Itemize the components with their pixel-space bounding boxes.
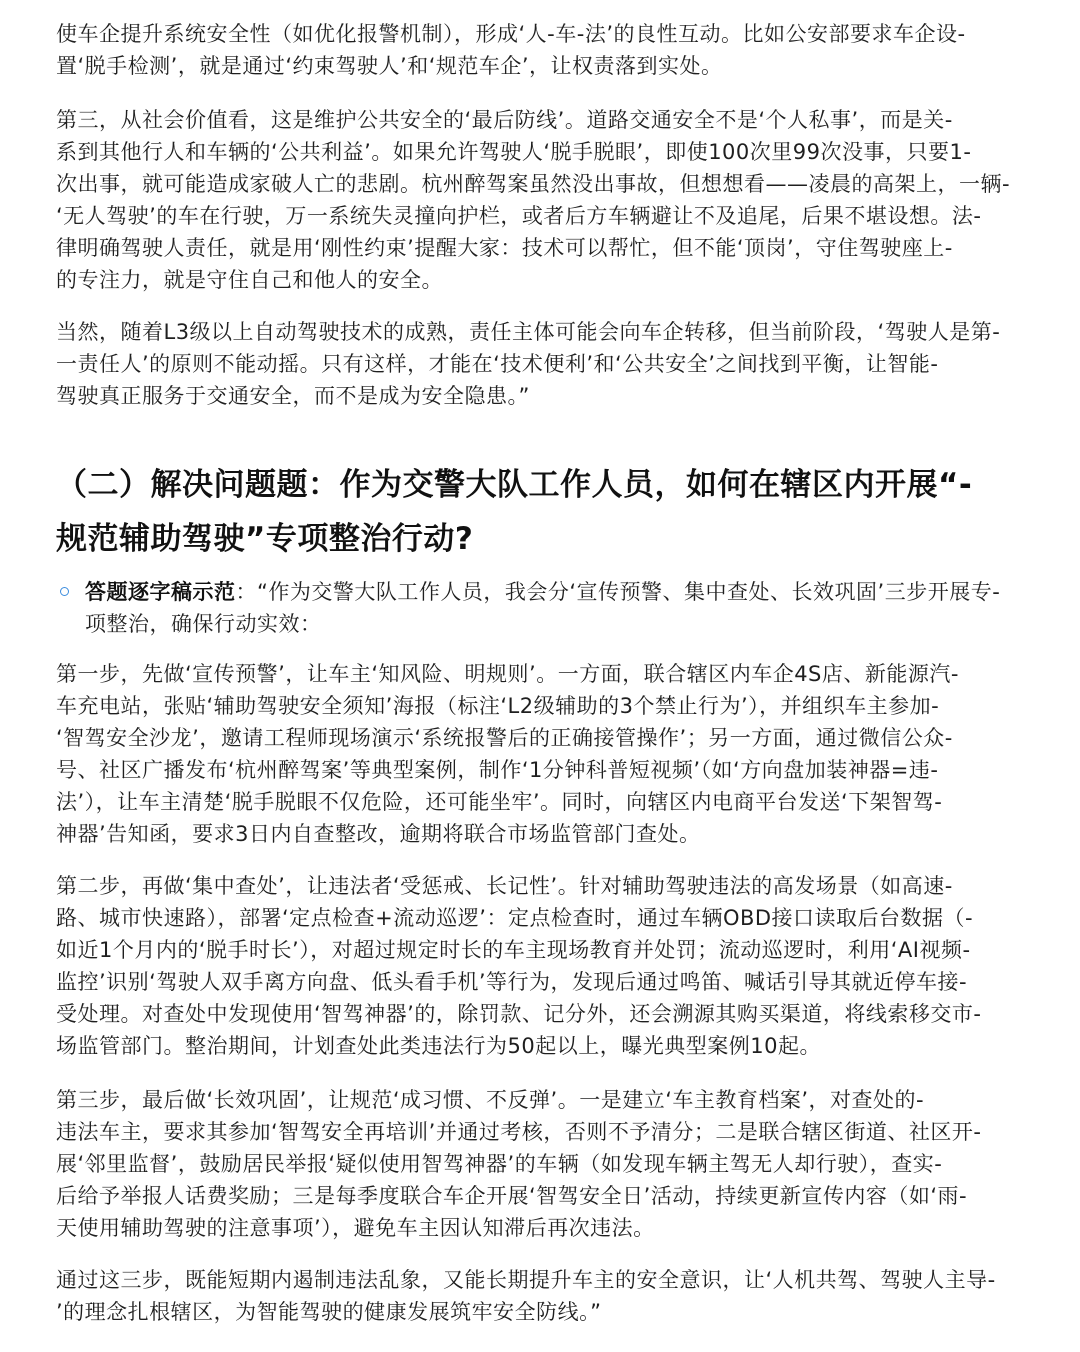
heading-line: 规范辅助驾驶”专项整治行动? [56, 521, 474, 557]
text-line: 当然，随着L3级以上自动驾驶技术的成熟，责任主体可能会向车企转移，但当前阶段，‘驾驶人是第- [56, 320, 1001, 344]
text-line: 监控’识别‘驾驶人双手离方向盘、低头看手机’等行为，发现后通过鸣笛、喊话引导其就近停车接- [56, 970, 968, 994]
text-line: 通过这三步，既能短期内遏制违法乱象，又能长期提升车主的安全意识，让‘人机共驾、驾驶人主导- [56, 1268, 996, 1292]
text-line: 使车企提升系统安全性（如优化报警机制），形成‘人-车-法’的良性互动。比如公安部要求车企设- [56, 22, 966, 46]
text-line: 如近1个月内的‘脱手时长’），对超过规定时长的车主现场教育并处罚；流动巡逻时，利用‘AI视频- [56, 938, 971, 962]
text-line: 展‘邻里监督’，鼓励居民举报‘疑似使用智驾神器’的车辆（如发现车辆主驾无人却行驶），查实- [56, 1152, 943, 1176]
text-line: 场监管部门。整治期间，计划查处此类违法行为50起以上，曝光典型案例10起。 [56, 1034, 821, 1058]
section-heading [56, 458, 1046, 566]
text-line: 号、社区广播发布‘杭州醉驾案’等典型案例，制作‘1分钟科普短视频’（如‘方向盘加装神器=违- [56, 758, 939, 782]
paragraph-2 [56, 104, 1036, 296]
text-line: 违法车主，要求其参加‘智驾安全再培训’并通过考核，否则不予清分；二是联合辖区街道、社区开- [56, 1120, 982, 1144]
text-line: 系到其他行人和车辆的‘公共利益’。如果允许驾驶人‘脱手脱眼’，即使100次里99次没事，只要1- [56, 140, 972, 164]
text-line: 项整治，确保行动实效： [85, 612, 322, 636]
text-line: 第二步，再做‘集中查处’，让违法者‘受惩戒、长记性’。针对辅助驾驶违法的高发场景（如高速- [56, 874, 953, 898]
text-line: 驾驶真正服务于交通安全，而不是成为安全隐患。” [56, 384, 530, 408]
text-line [85, 576, 1070, 608]
text-line: ‘智驾安全沙龙’，邀请工程师现场演示‘系统报警后的正确接管操作’；另一方面，通过微信公众- [56, 726, 953, 750]
paragraph-1 [56, 18, 1036, 82]
text-line: 的专注力，就是守住自己和他人的安全。 [56, 268, 443, 292]
text-line: 次出事，就可能造成家破人亡的悲剧。杭州醉驾案虽然没出事故，但想想看——凌晨的高架上，一辆- [56, 172, 1011, 196]
bullet-lead: 答题逐字稿示范 [85, 580, 236, 604]
paragraph-conclusion [56, 1264, 1036, 1328]
text-line: 第三，从社会价值看，这是维护公共安全的‘最后防线’。道路交通安全不是‘个人私事’，而是关- [56, 108, 953, 132]
text-line: 一责任人’的原则不能动摇。只有这样，才能在‘技术便利’和‘公共安全’之间找到平衡，让智能- [56, 352, 939, 376]
text-line: 第三步，最后做‘长效巩固’，让规范‘成习惯、不反弹’。一是建立‘车主教育档案’，对查处的- [56, 1088, 925, 1112]
paragraph-step-3 [56, 1084, 1036, 1244]
text-line: 法’），让车主清楚‘脱手脱眼不仅危险，还可能坐牢’。同时，向辖区内电商平台发送‘下架智驾- [56, 790, 943, 814]
text-line: 天使用辅助驾驶的注意事项’），避免车主因认知滞后再次违法。 [56, 1216, 655, 1240]
text-line: 后给予举报人话费奖励；三是每季度联合车企开展‘智驾安全日’活动，持续更新宣传内容（如‘雨- [56, 1184, 968, 1208]
text-line: 第一步，先做‘宣传预警’，让车主‘知风险、明规则’。一方面，联合辖区内车企4S店、新能源汽- [56, 662, 959, 686]
text-line: 受处理。对查处中发现使用‘智驾神器’的，除罚款、记分外，还会溯源其购买渠道，将线索移交市- [56, 1002, 982, 1026]
bullet-text: ：“作为交警大队工作人员，我会分‘宣传预警、集中查处、长效巩固’三步开展专- [235, 580, 1001, 604]
paragraph-step-1 [56, 658, 1036, 850]
text-line: 车充电站，张贴‘辅助驾驶安全须知’海报（标注‘L2级辅助的3个禁止行为’），并组织车主参加- [56, 694, 940, 718]
text-line: 路、城市快速路），部署‘定点检查+流动巡逻’：定点检查时，通过车辆OBD接口读取后台数据（- [56, 906, 974, 930]
text-line: ‘无人驾驶’的车在行驶，万一系统失灵撞向护栏，或者后方车辆避让不及追尾，后果不堪设想。法- [56, 204, 982, 228]
text-line: 置‘脱手检测’，就是通过‘约束驾驶人’和‘规范车企’，让权责落到实处。 [56, 54, 723, 78]
paragraph-step-2 [56, 870, 1036, 1062]
text-line: 律明确驾驶人责任，就是用‘刚性约束’提醒大家：技术可以帮忙，但不能‘顶岗’，守住驾驶座上- [56, 236, 953, 260]
text-line: 神器’告知函，要求3日内自查整改，逾期将联合市场监管部门查处。 [56, 822, 701, 846]
text-line: ’的理念扎根辖区，为智能驾驶的健康发展筑牢安全防线。” [56, 1300, 602, 1324]
heading-line: （二）解决问题题：作为交警大队工作人员，如何在辖区内开展“- [56, 467, 973, 503]
paragraph-3 [56, 316, 1036, 412]
bullet-circle-icon [60, 587, 69, 596]
